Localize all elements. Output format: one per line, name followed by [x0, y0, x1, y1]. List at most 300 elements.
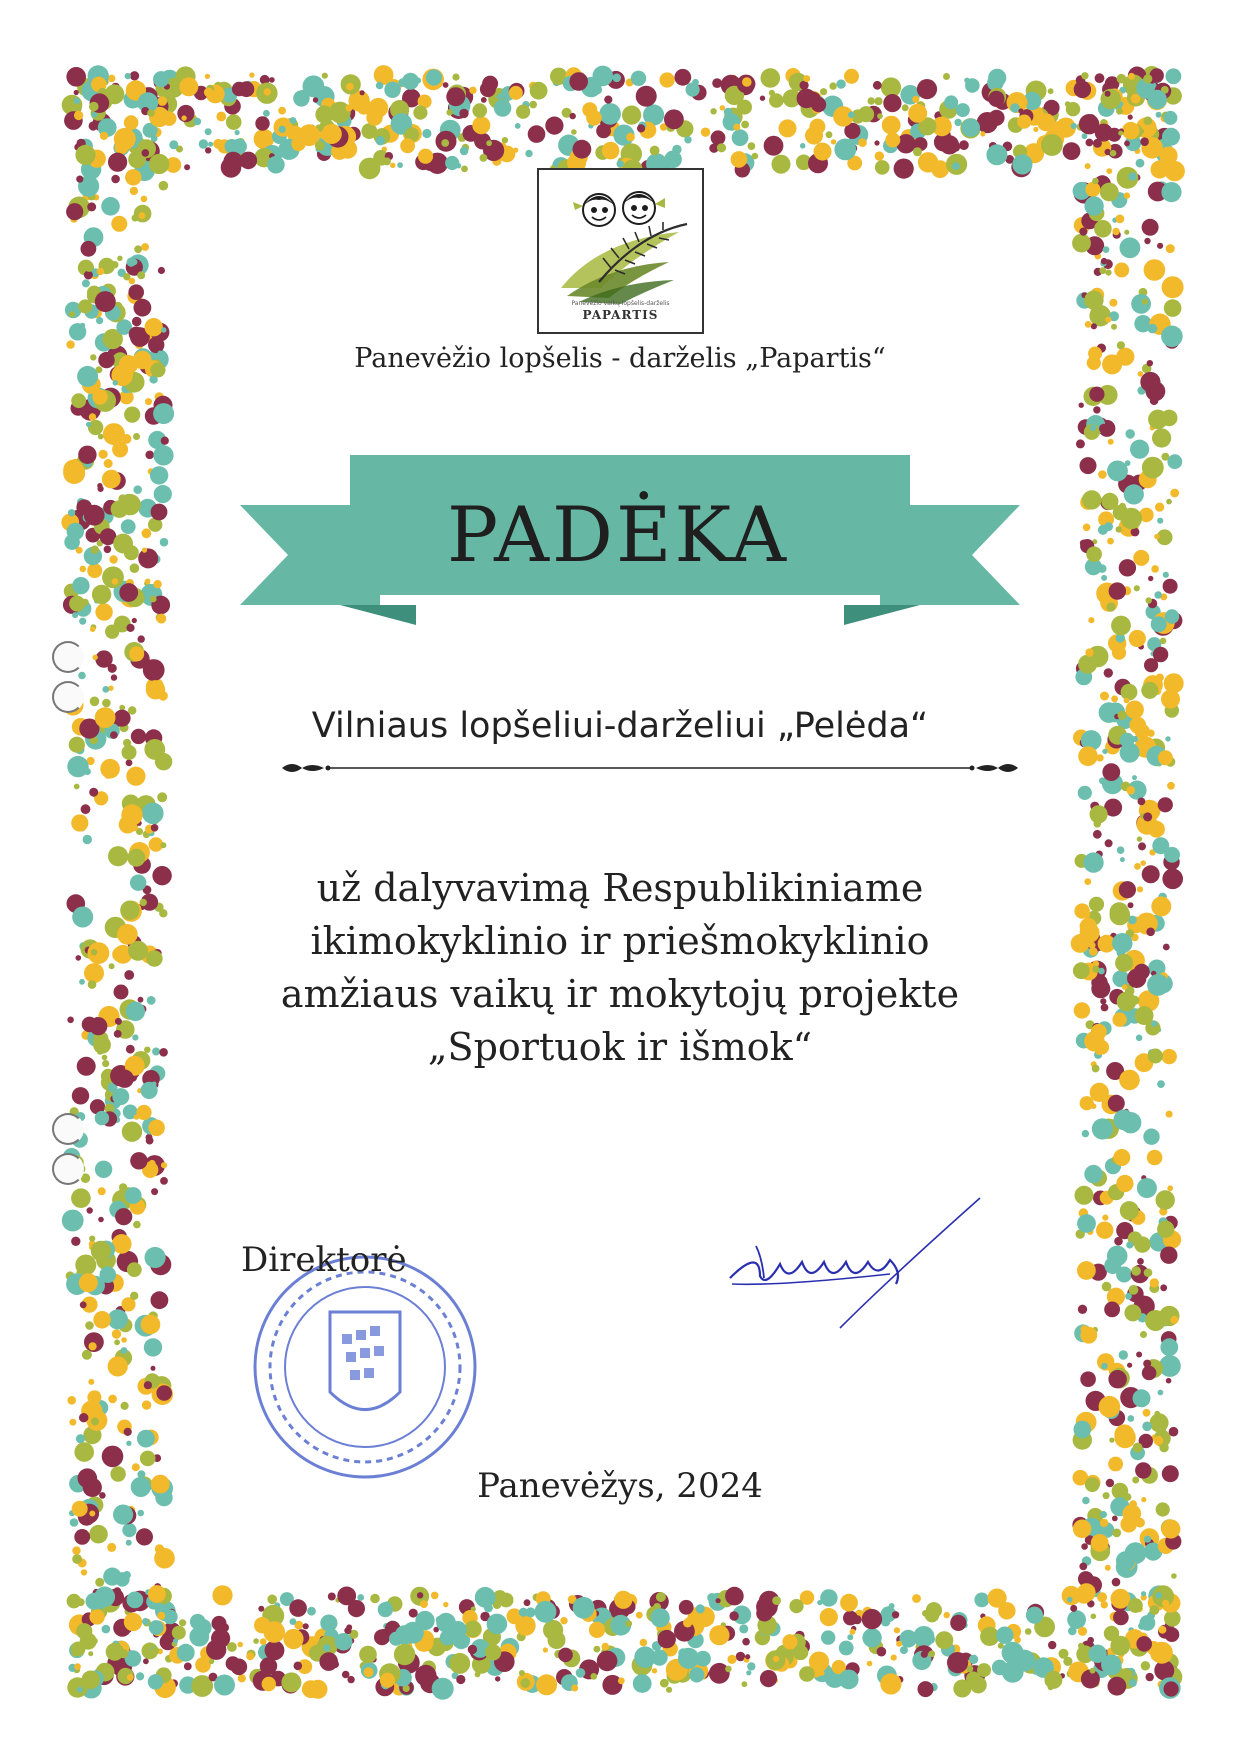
confetti-dot — [1131, 294, 1151, 314]
confetti-dot — [265, 1640, 285, 1660]
confetti-dot — [89, 1236, 95, 1242]
confetti-dot — [88, 942, 110, 964]
confetti-dot — [115, 1572, 130, 1587]
confetti-dot — [597, 1651, 618, 1672]
confetti-dot — [826, 131, 833, 138]
confetti-dot — [269, 77, 275, 83]
confetti-dot — [74, 1619, 80, 1625]
confetti-dot — [1081, 72, 1088, 79]
confetti-dot — [747, 1662, 755, 1670]
confetti-dot — [1095, 73, 1105, 83]
confetti-dot — [359, 1646, 377, 1664]
confetti-dot — [1110, 150, 1117, 157]
confetti-dot — [1033, 127, 1038, 132]
confetti-dot — [761, 68, 781, 88]
confetti-dot — [152, 1647, 160, 1655]
confetti-dot — [1070, 1605, 1077, 1612]
confetti-dot — [1150, 1278, 1159, 1287]
confetti-dot — [1067, 1597, 1073, 1603]
confetti-dot — [943, 73, 950, 80]
confetti-dot — [1079, 403, 1084, 408]
confetti-dot — [772, 155, 791, 174]
confetti-dot — [79, 618, 86, 625]
confetti-dot — [1142, 457, 1164, 479]
confetti-dot — [908, 104, 927, 123]
confetti-dot — [1081, 1543, 1088, 1550]
confetti-dot — [1123, 1504, 1142, 1523]
confetti-dot — [139, 212, 146, 219]
confetti-dot — [875, 160, 890, 175]
confetti-dot — [81, 241, 97, 257]
confetti-dot — [1144, 1268, 1153, 1277]
confetti-dot — [674, 69, 691, 86]
confetti-dot — [711, 130, 726, 145]
confetti-dot — [249, 72, 254, 77]
confetti-dot — [83, 835, 92, 844]
confetti-dot — [74, 1529, 90, 1545]
confetti-dot — [536, 1674, 557, 1695]
confetti-dot — [68, 509, 75, 516]
confetti-dot — [71, 1237, 80, 1246]
confetti-dot — [1105, 1565, 1111, 1571]
confetti-dot — [1136, 1035, 1143, 1042]
confetti-dot — [1153, 647, 1168, 662]
confetti-dot — [745, 1654, 750, 1659]
confetti-dot — [1078, 786, 1092, 800]
confetti-dot — [1128, 1598, 1143, 1613]
confetti-dot — [1117, 992, 1137, 1012]
confetti-dot — [652, 1668, 657, 1673]
confetti-dot — [1108, 439, 1114, 445]
confetti-dot — [1071, 934, 1090, 953]
confetti-dot — [560, 1617, 567, 1624]
confetti-dot — [390, 163, 395, 168]
confetti-dot — [153, 445, 173, 465]
confetti-dot — [1140, 372, 1160, 392]
confetti-dot — [618, 1677, 625, 1684]
confetti-dot — [88, 1651, 93, 1656]
confetti-dot — [328, 1593, 336, 1601]
confetti-dot — [742, 1681, 748, 1687]
confetti-dot — [535, 1601, 557, 1623]
confetti-dot — [337, 1587, 356, 1606]
confetti-dot — [159, 1048, 168, 1057]
confetti-dot — [1100, 183, 1119, 202]
confetti-dot — [1094, 220, 1112, 238]
confetti-dot — [686, 83, 700, 97]
confetti-dot — [954, 119, 961, 126]
confetti-dot — [133, 433, 140, 440]
confetti-dot — [1119, 881, 1136, 898]
confetti-dot — [77, 1057, 96, 1076]
confetti-dot — [1093, 406, 1100, 413]
confetti-dot — [1161, 1519, 1180, 1538]
confetti-dot — [142, 1618, 149, 1625]
confetti-dot — [1101, 1655, 1122, 1676]
confetti-dot — [1148, 410, 1168, 430]
confetti-dot — [1092, 178, 1099, 185]
confetti-dot — [586, 110, 602, 126]
confetti-dot — [1105, 839, 1113, 847]
confetti-dot — [130, 1152, 147, 1169]
confetti-dot — [1072, 234, 1091, 253]
confetti-dot — [516, 105, 530, 119]
confetti-dot — [1112, 933, 1132, 953]
confetti-dot — [1160, 1338, 1178, 1356]
confetti-dot — [313, 97, 318, 102]
confetti-dot — [1067, 1610, 1086, 1629]
confetti-dot — [573, 140, 592, 159]
confetti-dot — [315, 105, 333, 123]
confetti-dot — [137, 271, 145, 279]
confetti-dot — [977, 1663, 991, 1677]
confetti-dot — [1002, 1642, 1024, 1664]
punch-hole — [52, 1113, 84, 1145]
confetti-dot — [232, 82, 247, 97]
confetti-dot — [1144, 116, 1153, 125]
confetti-dot — [707, 1593, 716, 1602]
confetti-dot — [89, 1342, 97, 1350]
confetti-dot — [144, 1381, 152, 1389]
confetti-dot — [1120, 237, 1141, 258]
confetti-dot — [153, 954, 162, 963]
confetti-dot — [149, 1160, 156, 1167]
confetti-dot — [1140, 1331, 1147, 1338]
confetti-dot — [1078, 1627, 1087, 1636]
confetti-dot — [67, 756, 88, 777]
confetti-dot — [106, 1643, 124, 1661]
confetti-dot — [376, 136, 385, 145]
confetti-dot — [212, 1585, 232, 1605]
confetti-dot — [80, 1633, 97, 1650]
confetti-dot — [1151, 616, 1167, 632]
confetti-dot — [1107, 1246, 1128, 1267]
confetti-dot — [151, 1188, 158, 1195]
confetti-dot — [1086, 546, 1102, 562]
confetti-dot — [1093, 139, 1102, 148]
confetti-dot — [76, 955, 82, 961]
confetti-dot — [1010, 103, 1019, 112]
confetti-dot — [76, 176, 83, 183]
confetti-dot — [104, 546, 112, 554]
confetti-dot — [148, 1674, 163, 1689]
confetti-dot — [158, 267, 165, 274]
confetti-dot — [1162, 1600, 1169, 1607]
confetti-dot — [1152, 428, 1171, 447]
confetti-dot — [701, 128, 710, 137]
confetti-dot — [599, 103, 621, 125]
confetti-dot — [947, 1652, 968, 1673]
confetti-dot — [1099, 1396, 1121, 1418]
confetti-dot — [1138, 842, 1146, 850]
confetti-dot — [90, 697, 100, 707]
confetti-dot — [283, 1629, 303, 1649]
confetti-dot — [1154, 1436, 1164, 1446]
confetti-dot — [126, 1540, 132, 1546]
confetti-dot — [672, 145, 681, 154]
confetti-dot — [952, 162, 960, 170]
body-line: ikimokyklinio ir priešmokyklinio — [310, 919, 930, 963]
confetti-dot — [614, 1591, 632, 1609]
confetti-dot — [1012, 154, 1032, 174]
confetti-dot — [1134, 863, 1141, 870]
confetti-dot — [1143, 74, 1152, 83]
confetti-dot — [1065, 101, 1071, 107]
confetti-dot — [789, 1599, 803, 1613]
confetti-dot — [1141, 1591, 1146, 1596]
confetti-dot — [1085, 321, 1092, 328]
confetti-dot — [208, 142, 213, 147]
confetti-dot — [570, 113, 576, 119]
confetti-dot — [74, 90, 79, 95]
confetti-dot — [1100, 692, 1109, 701]
confetti-dot — [159, 181, 169, 191]
confetti-dot — [117, 924, 138, 945]
confetti-dot — [1160, 1284, 1167, 1291]
confetti-dot — [1025, 1628, 1032, 1635]
confetti-dot — [93, 1311, 111, 1329]
confetti-dot — [1162, 1049, 1177, 1064]
confetti-dot — [128, 284, 144, 300]
confetti-dot — [742, 1638, 750, 1646]
confetti-dot — [573, 1597, 595, 1619]
confetti-dot — [684, 136, 691, 143]
confetti-dot — [650, 146, 660, 156]
confetti-dot — [716, 1598, 721, 1603]
confetti-dot — [1121, 684, 1138, 701]
confetti-dot — [799, 1666, 815, 1682]
confetti-dot — [205, 128, 212, 135]
confetti-dot — [850, 1629, 856, 1635]
confetti-dot — [1141, 682, 1158, 699]
confetti-dot — [72, 907, 93, 928]
confetti-dot — [739, 1624, 748, 1633]
confetti-dot — [1113, 1109, 1134, 1130]
confetti-dot — [912, 96, 919, 103]
confetti-dot — [148, 1585, 166, 1603]
confetti-dot — [868, 97, 875, 104]
confetti-dot — [967, 1665, 974, 1672]
confetti-dot — [821, 1630, 835, 1644]
confetti-dot — [1084, 291, 1103, 310]
confetti-dot — [1112, 1578, 1121, 1587]
confetti-dot — [145, 1247, 166, 1268]
confetti-dot — [525, 150, 532, 157]
confetti-dot — [993, 147, 1003, 157]
confetti-dot — [1078, 1643, 1084, 1649]
confetti-dot — [82, 1350, 92, 1360]
confetti-dot — [1081, 904, 1088, 911]
confetti-dot — [626, 133, 635, 142]
confetti-dot — [1134, 585, 1140, 591]
confetti-dot — [1110, 1636, 1130, 1656]
body-line: „Sportuok ir išmok“ — [427, 1025, 813, 1069]
confetti-dot — [1063, 142, 1081, 160]
confetti-dot — [85, 1321, 94, 1330]
confetti-dot — [974, 1593, 989, 1608]
confetti-dot — [98, 434, 104, 440]
confetti-dot — [400, 138, 415, 153]
confetti-dot — [1160, 638, 1166, 644]
confetti-dot — [143, 1658, 149, 1664]
confetti-dot — [70, 1518, 79, 1527]
confetti-dot — [115, 1018, 122, 1025]
confetti-dot — [793, 1645, 808, 1660]
confetti-dot — [376, 82, 384, 90]
confetti-dot — [200, 1657, 209, 1666]
confetti-dot — [158, 96, 168, 106]
confetti-dot — [127, 1262, 142, 1277]
confetti-dot — [118, 494, 126, 502]
confetti-dot — [303, 1623, 309, 1629]
confetti-dot — [651, 1608, 670, 1627]
confetti-dot — [100, 1266, 117, 1283]
confetti-dot — [712, 78, 722, 88]
confetti-dot — [733, 124, 740, 131]
confetti-dot — [204, 88, 213, 97]
confetti-dot — [814, 143, 832, 161]
confetti-dot — [93, 655, 98, 660]
confetti-dot — [862, 1628, 881, 1647]
confetti-dot — [803, 75, 810, 82]
confetti-dot — [278, 107, 286, 115]
confetti-dot — [138, 548, 158, 568]
confetti-dot — [729, 1611, 738, 1620]
confetti-dot — [848, 112, 855, 119]
confetti-dot — [184, 1663, 192, 1671]
confetti-dot — [132, 618, 137, 623]
confetti-dot — [151, 504, 168, 521]
confetti-dot — [1166, 1111, 1173, 1118]
confetti-dot — [820, 1608, 838, 1626]
confetti-dot — [1128, 115, 1133, 120]
confetti-dot — [1108, 1095, 1125, 1112]
confetti-dot — [928, 1651, 935, 1658]
confetti-dot — [1100, 1511, 1107, 1518]
confetti-dot — [140, 1451, 156, 1467]
confetti-dot — [69, 1419, 76, 1426]
confetti-dot — [1103, 246, 1110, 253]
confetti-dot — [1151, 565, 1159, 573]
confetti-dot — [637, 124, 645, 132]
confetti-dot — [1106, 602, 1115, 611]
confetti-dot — [345, 104, 352, 111]
confetti-dot — [346, 83, 354, 91]
confetti-dot — [1133, 550, 1149, 566]
confetti-dot — [1059, 1649, 1069, 1659]
confetti-dot — [323, 1644, 330, 1651]
confetti-dot — [141, 196, 148, 203]
confetti-dot — [235, 130, 240, 135]
confetti-dot — [160, 1177, 168, 1185]
confetti-dot — [199, 139, 208, 148]
confetti-dot — [109, 555, 117, 563]
confetti-dot — [1084, 878, 1091, 885]
confetti-dot — [370, 1594, 380, 1604]
confetti-dot — [913, 1626, 934, 1647]
confetti-dot — [1119, 1070, 1140, 1091]
confetti-dot — [142, 149, 150, 157]
confetti-dot — [71, 1188, 91, 1208]
confetti-dot — [1158, 797, 1173, 812]
confetti-dot — [267, 1595, 277, 1605]
confetti-dot — [1128, 172, 1136, 180]
confetti-dot — [74, 111, 83, 120]
official-stamp — [250, 1252, 480, 1482]
confetti-dot — [413, 106, 427, 120]
confetti-dot — [136, 1528, 153, 1545]
confetti-dot — [612, 74, 621, 83]
confetti-dot — [1098, 525, 1108, 535]
confetti-dot — [157, 792, 167, 802]
confetti-dot — [1116, 215, 1125, 224]
confetti-dot — [977, 112, 998, 133]
confetti-dot — [1116, 108, 1123, 115]
confetti-dot — [114, 1339, 120, 1345]
confetti-dot — [63, 462, 85, 484]
confetti-dot — [709, 1625, 729, 1645]
confetti-dot — [383, 157, 391, 165]
confetti-dot — [617, 160, 624, 167]
confetti-dot — [502, 137, 508, 143]
confetti-dot — [1127, 1363, 1132, 1368]
confetti-dot — [499, 1593, 514, 1608]
confetti-dot — [264, 88, 271, 95]
confetti-dot — [1109, 582, 1126, 599]
confetti-dot — [530, 82, 548, 100]
confetti-dot — [1101, 575, 1107, 581]
confetti-dot — [1091, 323, 1097, 329]
confetti-dot — [1098, 564, 1107, 573]
confetti-dot — [1089, 1398, 1096, 1405]
confetti-dot — [1102, 763, 1120, 781]
confetti-dot — [90, 626, 96, 632]
confetti-dot — [1071, 123, 1077, 129]
confetti-dot — [1137, 836, 1142, 841]
confetti-dot — [1122, 122, 1140, 140]
confetti-dot — [452, 74, 459, 81]
confetti-dot — [147, 109, 155, 117]
confetti-dot — [480, 81, 496, 97]
confetti-dot — [124, 115, 139, 130]
confetti-dot — [456, 163, 461, 168]
confetti-dot — [1105, 149, 1111, 155]
confetti-dot — [121, 1402, 129, 1410]
confetti-dot — [1158, 750, 1173, 765]
confetti-dot — [456, 1675, 465, 1684]
confetti-dot — [625, 1620, 632, 1627]
confetti-dot — [160, 538, 169, 547]
confetti-dot — [1160, 1247, 1177, 1264]
confetti-dot — [142, 1400, 151, 1409]
confetti-dot — [988, 1589, 1007, 1608]
confetti-dot — [124, 407, 140, 423]
confetti-dot — [1133, 1389, 1151, 1407]
confetti-dot — [1088, 617, 1094, 623]
confetti-dot — [1117, 846, 1125, 854]
confetti-dot — [134, 245, 142, 253]
confetti-dot — [115, 1208, 132, 1225]
confetti-dot — [144, 1338, 162, 1356]
confetti-dot — [1114, 1427, 1135, 1448]
confetti-dot — [231, 1659, 248, 1676]
confetti-dot — [131, 259, 137, 265]
confetti-dot — [1120, 1201, 1139, 1220]
confetti-dot — [1135, 1006, 1154, 1025]
confetti-dot — [1147, 974, 1169, 996]
confetti-dot — [1120, 857, 1125, 862]
confetti-dot — [315, 141, 325, 151]
